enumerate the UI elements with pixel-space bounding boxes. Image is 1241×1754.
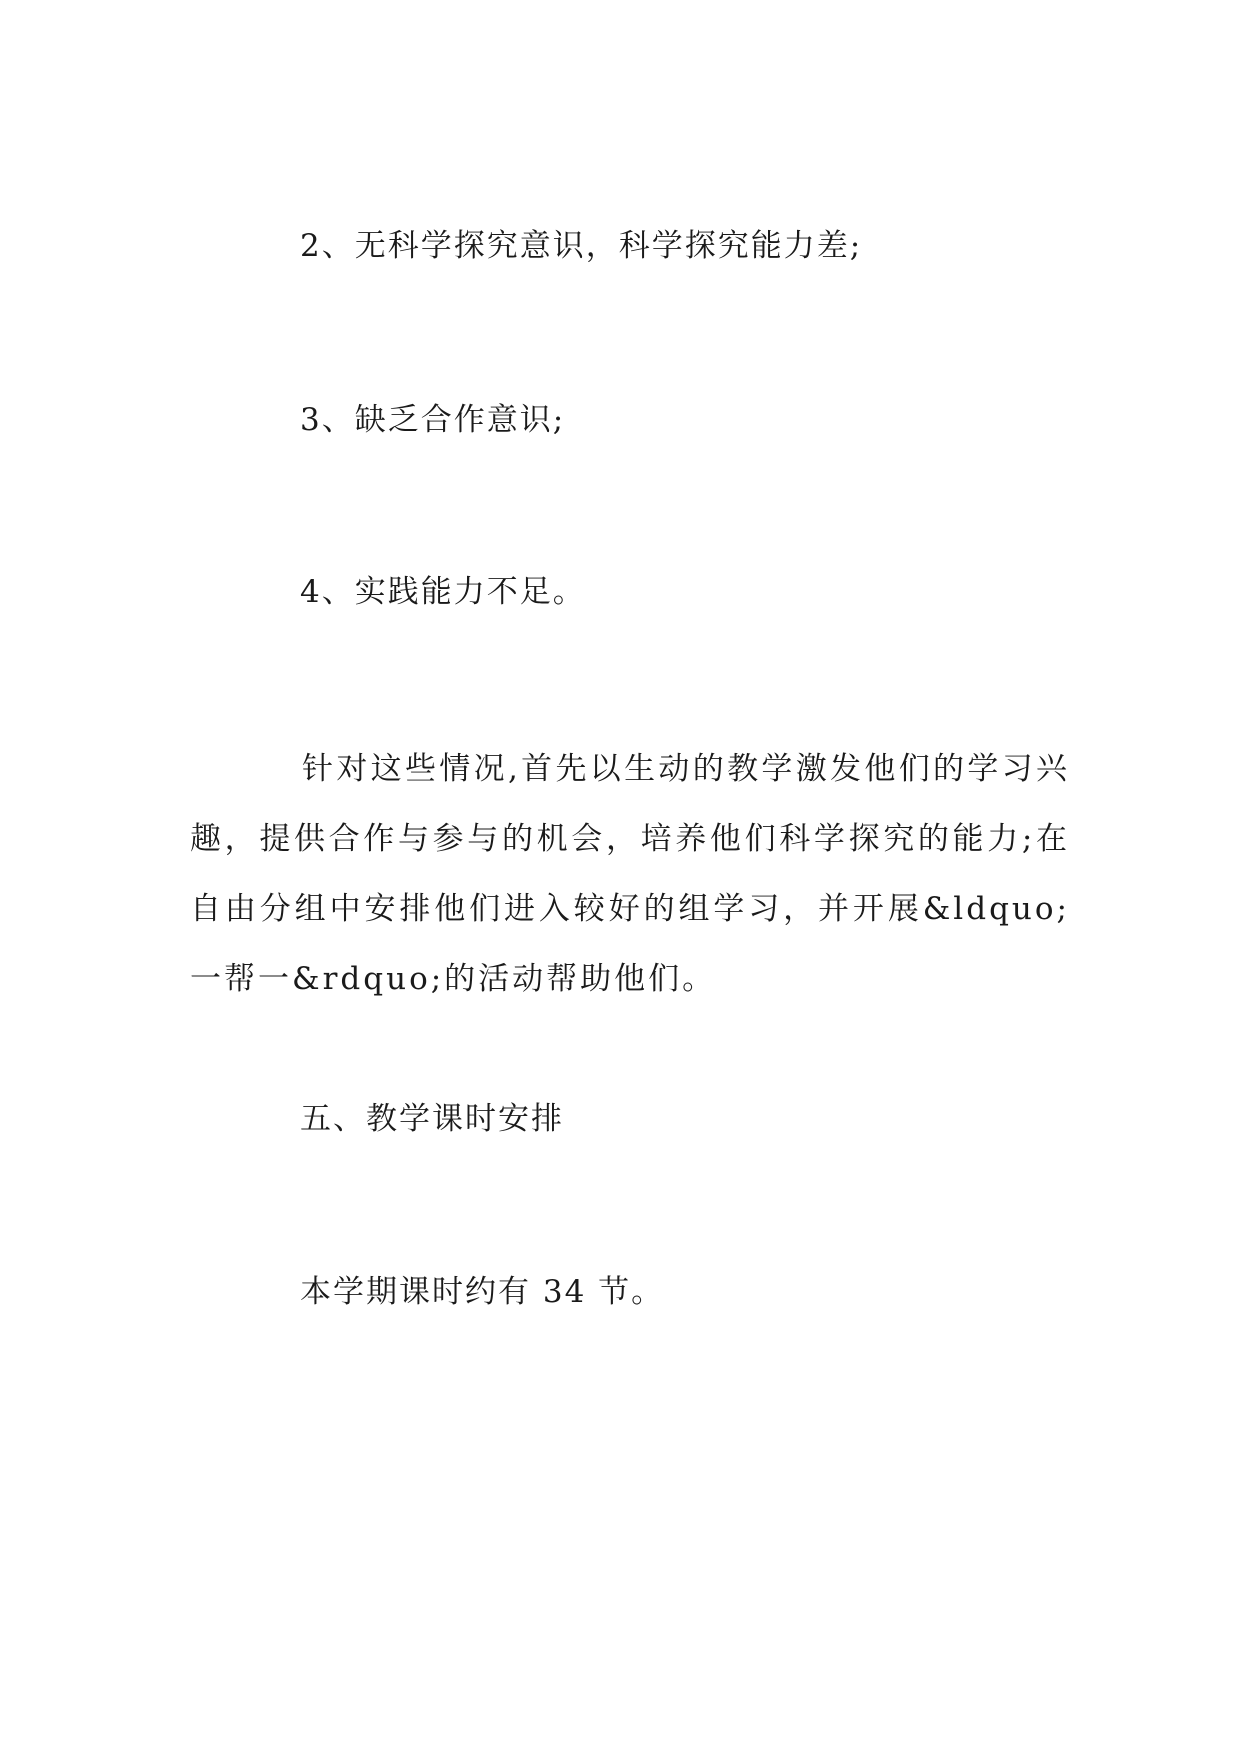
list-item-3: 3、缺乏合作意识; <box>300 402 566 438</box>
body-paragraph: 针对这些情况,首先以生动的教学激发他们的学习兴趣，提供合作与参与的机会，培养他们科学探究的能力;在自由分组中安排他们进入较好的组学习，并开展&ldquo;一帮一&rdquo;的活动帮助他们。 <box>190 751 1070 997</box>
list-item-2: 2、无科学探究意识，科学探究能力差; <box>300 228 863 264</box>
section-heading: 五、教学课时安排 <box>300 1101 564 1137</box>
list-item-4: 4、实践能力不足。 <box>300 574 586 610</box>
section-text: 本学期课时约有 34 节。 <box>300 1274 665 1310</box>
